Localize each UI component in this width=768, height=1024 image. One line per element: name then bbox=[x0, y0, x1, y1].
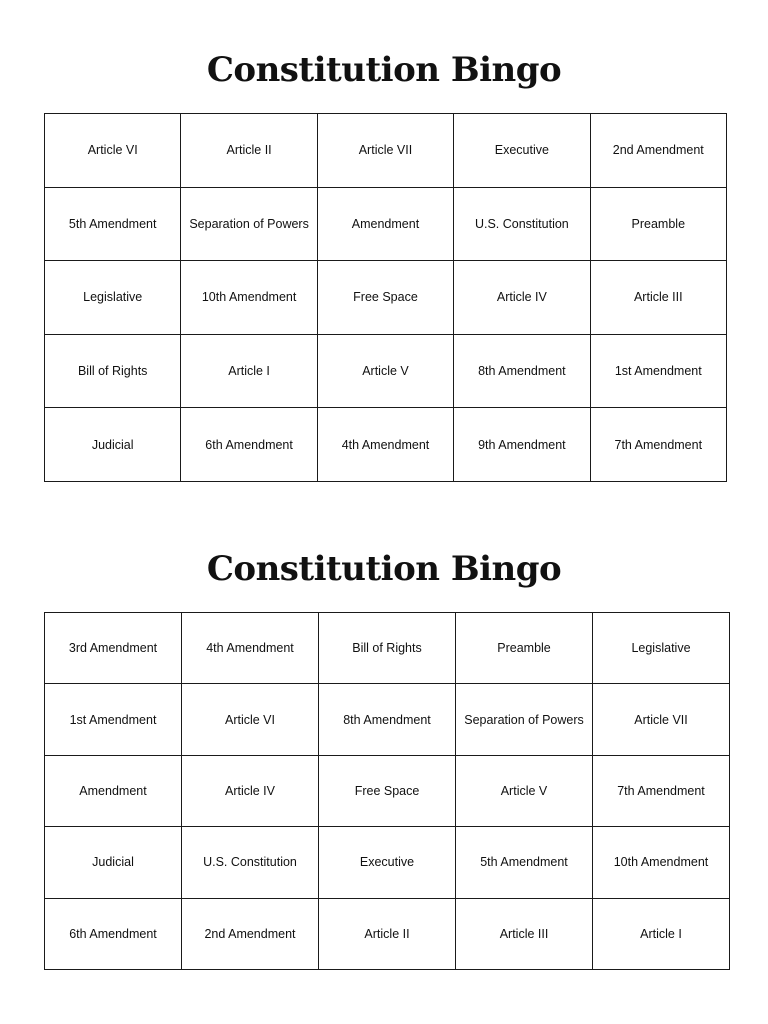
bingo-cell: Free Space bbox=[317, 261, 453, 335]
bingo-row bbox=[45, 261, 727, 335]
bingo-card-1-title: Constitution Bingo bbox=[206, 50, 562, 90]
bingo-cell: Article I bbox=[181, 334, 317, 408]
bingo-cell: Article III bbox=[590, 261, 726, 335]
bingo-cell: Article VII bbox=[593, 684, 730, 755]
bingo-cell: 5th Amendment bbox=[45, 187, 181, 261]
bingo-row bbox=[45, 114, 727, 188]
bingo-cell: U.S. Constitution bbox=[454, 187, 590, 261]
bingo-cell: Article VII bbox=[317, 114, 453, 188]
bingo-row bbox=[45, 408, 727, 482]
bingo-cell: Preamble bbox=[590, 187, 726, 261]
bingo-cell: 9th Amendment bbox=[454, 408, 590, 482]
bingo-cell: 6th Amendment bbox=[45, 898, 182, 969]
bingo-cell: 7th Amendment bbox=[590, 408, 726, 482]
bingo-cell: 10th Amendment bbox=[181, 261, 317, 335]
bingo-cell: 4th Amendment bbox=[182, 613, 319, 684]
bingo-cell: Separation of Powers bbox=[181, 187, 317, 261]
bingo-cell: Judicial bbox=[45, 408, 181, 482]
bingo-cell: 7th Amendment bbox=[593, 755, 730, 826]
bingo-cell: Article V bbox=[317, 334, 453, 408]
bingo-row bbox=[45, 755, 730, 826]
bingo-cell: Amendment bbox=[317, 187, 453, 261]
bingo-cell: Article VI bbox=[45, 114, 181, 188]
bingo-cell: Legislative bbox=[593, 613, 730, 684]
bingo-cell: Article V bbox=[456, 755, 593, 826]
bingo-row bbox=[45, 187, 727, 261]
bingo-cell: Separation of Powers bbox=[456, 684, 593, 755]
bingo-cell: Article II bbox=[319, 898, 456, 969]
bingo-cell: Free Space bbox=[319, 755, 456, 826]
bingo-cell: Preamble bbox=[456, 613, 593, 684]
bingo-cell: 2nd Amendment bbox=[182, 898, 319, 969]
bingo-row bbox=[45, 827, 730, 898]
bingo-cell: Article VI bbox=[182, 684, 319, 755]
bingo-cell: Article III bbox=[456, 898, 593, 969]
bingo-row bbox=[45, 898, 730, 969]
bingo-cell: 5th Amendment bbox=[456, 827, 593, 898]
bingo-cell: Amendment bbox=[45, 755, 182, 826]
bingo-card-2-grid bbox=[44, 612, 730, 970]
bingo-row bbox=[45, 334, 727, 408]
bingo-cell: Bill of Rights bbox=[319, 613, 456, 684]
bingo-card-1-grid bbox=[44, 113, 727, 482]
bingo-row bbox=[45, 613, 730, 684]
bingo-cell: Bill of Rights bbox=[45, 334, 181, 408]
bingo-card-2-title: Constitution Bingo bbox=[206, 549, 562, 589]
bingo-cell: Legislative bbox=[45, 261, 181, 335]
bingo-cell: 10th Amendment bbox=[593, 827, 730, 898]
bingo-cell: 1st Amendment bbox=[590, 334, 726, 408]
bingo-cell: Executive bbox=[454, 114, 590, 188]
bingo-cell: Article II bbox=[181, 114, 317, 188]
bingo-cell: 2nd Amendment bbox=[590, 114, 726, 188]
bingo-cell: 8th Amendment bbox=[454, 334, 590, 408]
bingo-cell: Article I bbox=[593, 898, 730, 969]
bingo-cell: Judicial bbox=[45, 827, 182, 898]
bingo-cell: U.S. Constitution bbox=[182, 827, 319, 898]
bingo-cell: 1st Amendment bbox=[45, 684, 182, 755]
bingo-cell: Article IV bbox=[454, 261, 590, 335]
bingo-cell: 4th Amendment bbox=[317, 408, 453, 482]
bingo-cell: 3rd Amendment bbox=[45, 613, 182, 684]
bingo-row bbox=[45, 684, 730, 755]
bingo-cell: Article IV bbox=[182, 755, 319, 826]
bingo-cell: 6th Amendment bbox=[181, 408, 317, 482]
bingo-cell: 8th Amendment bbox=[319, 684, 456, 755]
bingo-cell: Executive bbox=[319, 827, 456, 898]
